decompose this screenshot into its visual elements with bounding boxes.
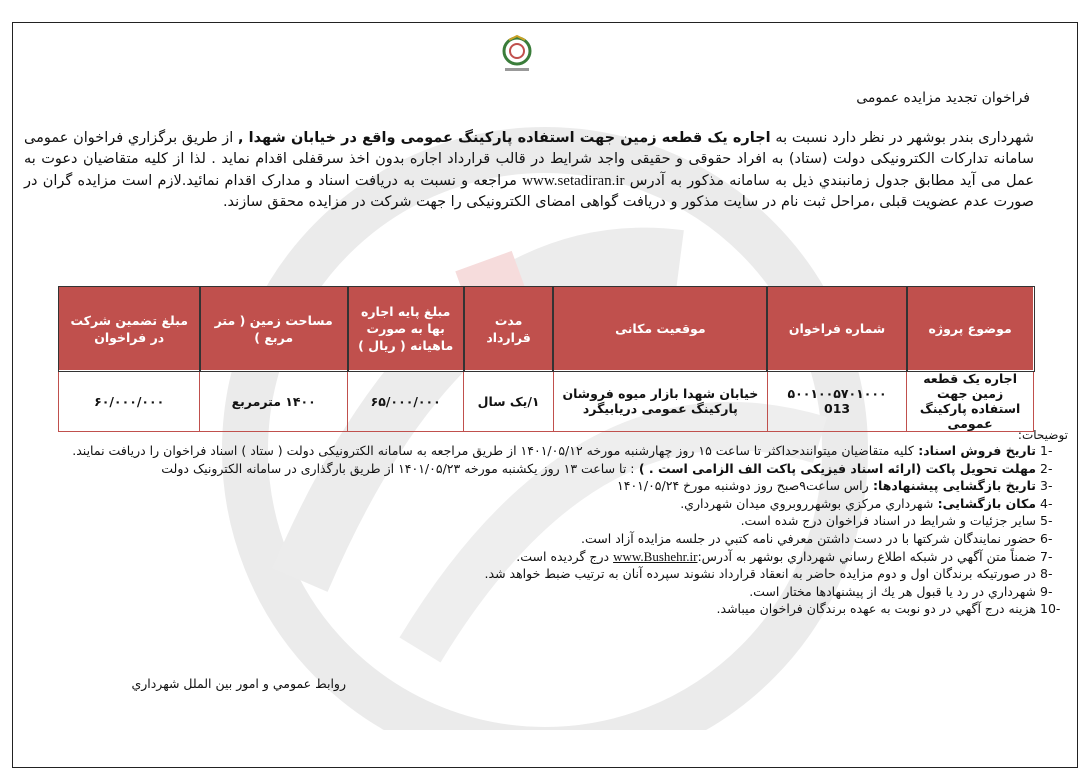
header-base-rent: مبلغ پایه اجاره بها به صورت ماهیانه ( ریال ) bbox=[348, 287, 464, 371]
list-item: 3- تاریخ بازگشایی پیشنهادها: راس ساعت۹صبح روز دوشنبه مورخ ۱۴۰۱/۰۵/۲۴ bbox=[617, 478, 1053, 494]
list-item: 2- مهلت تحویل پاکت (ارائه اسناد فیزیکی پاکت الف الزامی است . ) : تا ساعت ۱۳ روز یکشنبه مورخه ۱۴۰۱/۰۵/۲۳ از طریق بارگذاری در سامانه الکترونیک دولت bbox=[161, 460, 1053, 476]
cell-project-subject: اجاره یک قطعه زمین جهت استفاده پارکینگ عمومی bbox=[907, 371, 1034, 432]
header-land-area: مساحت زمین ( متر مربع ) bbox=[200, 287, 348, 371]
list-item: 8- در صورتیکه برندگان اول و دوم مزایده حاضر به انعقاد قرارداد نشوند سپرده آنان به ترتیب ضبط خواهد شد. bbox=[484, 566, 1053, 582]
header-call-number: شماره فراخوان bbox=[767, 287, 906, 371]
list-item: 9- شهرداري در رد یا قبول هر یك از پیشنهادها مختار است. bbox=[749, 583, 1053, 599]
list-item: 10- هزینه درج آگهي در دو نوبت به عهده برندگان فراخوان میباشد. bbox=[716, 601, 1061, 617]
intro-subject: اجاره یک قطعه زمین جهت استفاده پارکینگ عمومی واقع در خیابان شهدا , bbox=[237, 130, 771, 146]
municipality-logo bbox=[497, 34, 537, 78]
notes-heading: توضیحات: bbox=[1017, 428, 1068, 442]
list-item: 7- ضمناً متن آگهي در شبکه اطلاع رساني شهرداري بوشهر به آدرس:www.Bushehr.ir درج گردیده است. bbox=[516, 548, 1053, 564]
page-title: فراخوان تجدید مزایده عمومی bbox=[856, 90, 1030, 106]
setadiran-link[interactable]: www.setadiran.ir bbox=[522, 172, 625, 189]
list-item: 1- تاریخ فروش اسناد: کلیه متقاضیان میتوانندحداکثر تا ساعت ۱۵ روز چهارشنبه مورخه ۱۴۰۱/۰۵/۱۲ از طریق مراجعه به سامانه الکترونیکی دولت ( ستاد ) اسناد فراخوان را دریافت نمایند. bbox=[72, 443, 1053, 458]
table-header-row bbox=[59, 287, 1034, 371]
list-item: 5- سایر جزئیات و شرایط در اسناد فراخوان درج شده است. bbox=[740, 513, 1053, 529]
cell-call-number: ۵۰۰۱۰۰۵۷۰۱۰۰۰ 013 bbox=[767, 371, 906, 432]
header-guarantee-amount: مبلغ تضمین شرکت در فراخوان bbox=[59, 287, 200, 371]
cell-contract-term: ۱/یک سال bbox=[464, 371, 553, 432]
list-item: 6- حضور نمایندگان شرکتها با در دست داشتن معرفي نامه کتبي در جلسه مزایده آزاد است. bbox=[581, 530, 1053, 546]
auction-table bbox=[58, 286, 1034, 432]
intro-paragraph: شهرداری بندر بوشهر در نظر دارد نسبت به اجاره یک قطعه زمین جهت استفاده پارکینگ عمومی واقع در خیابان شهدا , از طریق برگزاري فراخوان عمومی سامانه تدارکات الکترونیکی دولت (ستاد) به افراد حقوقی و حقیقی واجد شرایط در قالب قرارداد اجاره بدون اخذ سرقفلی اقدام نماید . لذا از کلیه متقاضیان دعوت به عمل می آید مطابق جدول زمانبندي ذیل به سامانه مذکور به آدرس www.setadiran.ir مراجعه و نسبت به دریافت اسناد و مدارک اقدام نمائید.لازم است مزایده گران در صورت عدم عضویت قبلی ،مراحل ثبت نام در سایت مذکور و دریافت گواهی امضای الکترونیکی را جهت شرکت در مزایده محقق سازند. bbox=[24, 130, 1034, 210]
cell-location: خیابان شهدا بازار میوه فروشان پارکینگ عمومی دریابیگرد bbox=[553, 371, 767, 432]
bushehr-link[interactable]: www.Bushehr.ir bbox=[613, 548, 698, 564]
signature-line: روابط عمومي و امور بين الملل شهرداري bbox=[131, 676, 346, 691]
cell-base-rent: ۶۵/۰۰۰/۰۰۰ bbox=[348, 371, 464, 432]
header-contract-term: مدت قرارداد bbox=[464, 287, 553, 371]
cell-guarantee-amount: ۶۰/۰۰۰/۰۰۰ bbox=[59, 371, 200, 432]
header-project-subject: موضوع پروژه bbox=[907, 287, 1034, 371]
list-item: 4- مکان بازگشایی: شهرداري مرکزي بوشهرروبروي میدان شهرداري. bbox=[680, 495, 1053, 511]
header-location: موقعیت مکانی bbox=[553, 287, 767, 371]
table-row bbox=[59, 371, 1034, 432]
notes-list bbox=[20, 442, 1066, 618]
cell-land-area: ۱۴۰۰ مترمربع bbox=[200, 371, 348, 432]
